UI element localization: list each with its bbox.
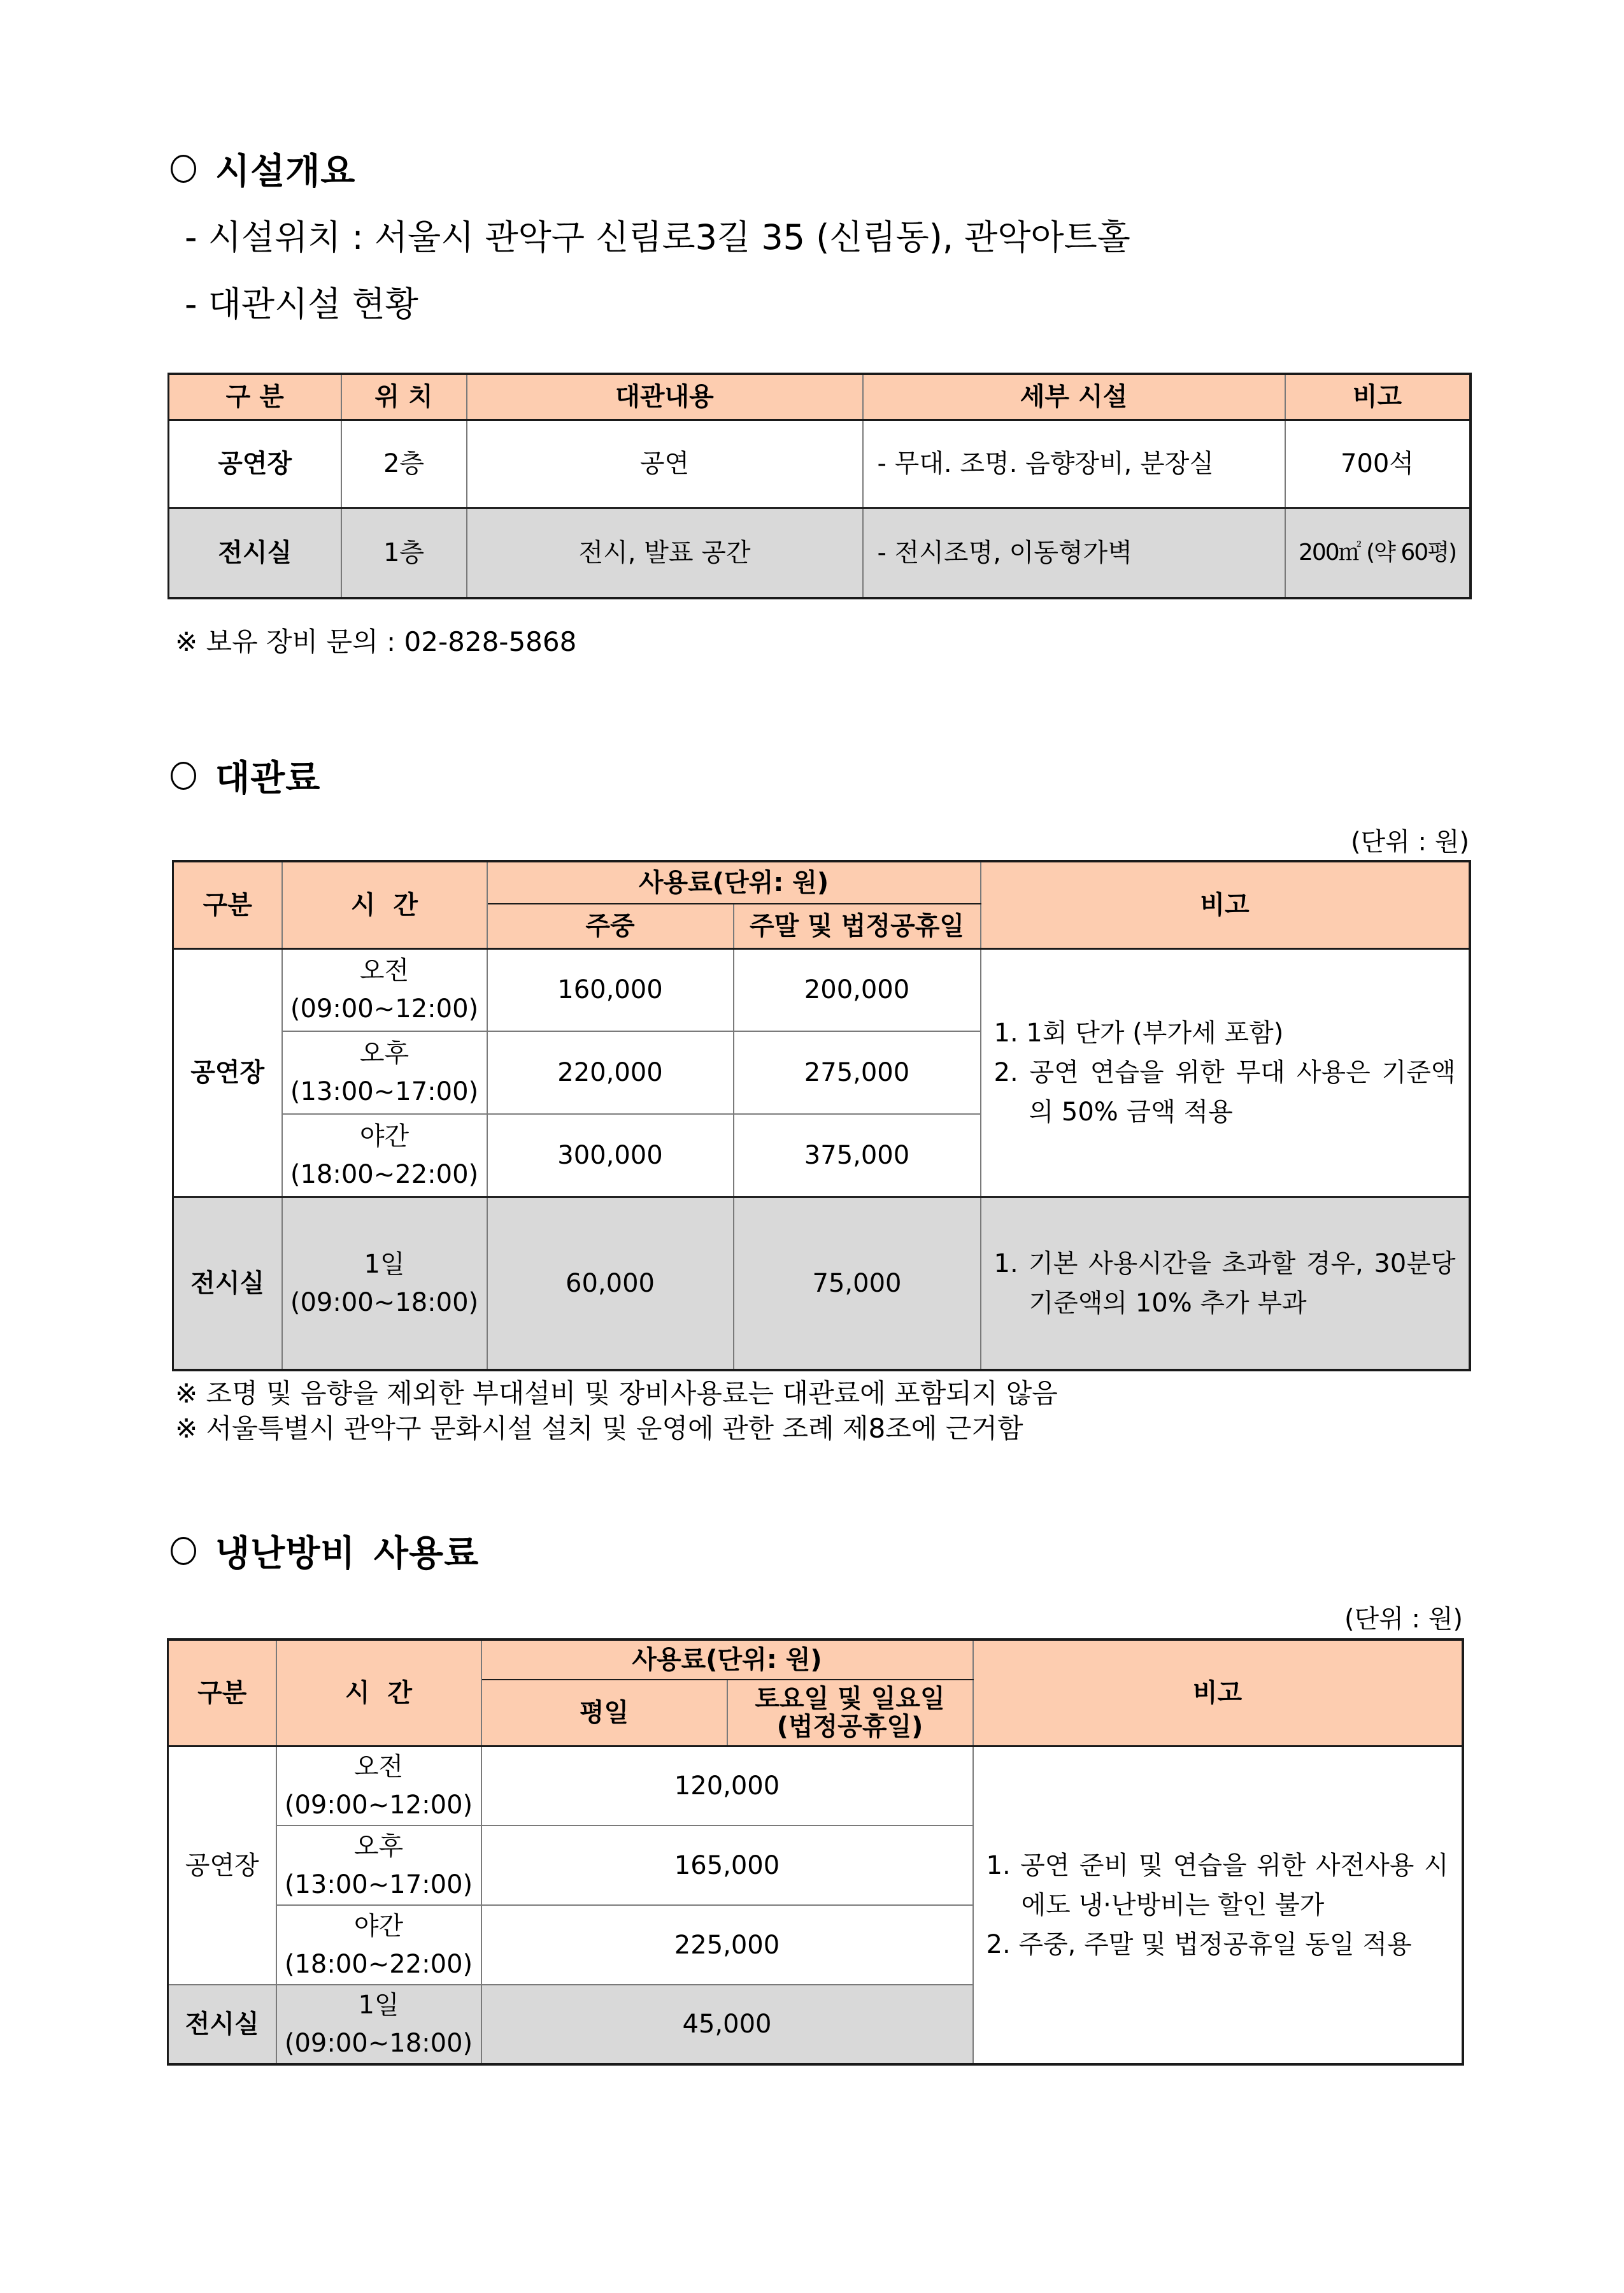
- rental-fee-note-2: ※ 서울특별시 관악구 문화시설 설치 및 운영에 관한 조례 제8조에 근거함: [175, 1413, 1023, 1444]
- unit-label: (단위 : 원): [1344, 1604, 1463, 1634]
- period-label: 야간: [353, 1911, 404, 1941]
- header-category: 구분: [168, 1639, 276, 1746]
- remark-item: 2. 공연 연습을 위한 무대 사용은 기준액의 50% 금액 적용: [994, 1058, 1456, 1127]
- section-title-text: 냉난방비 사용료: [215, 1533, 480, 1575]
- cell-weekend-fee: 375,000: [734, 1114, 981, 1197]
- cell-time: [282, 1114, 487, 1197]
- period-label: 오전: [359, 956, 410, 986]
- unit-label: (단위 : 원): [1350, 827, 1469, 857]
- header-rental-content: 대관내용: [467, 374, 863, 420]
- period-label: 오전: [353, 1752, 404, 1782]
- remark-item: 1. 공연 준비 및 연습을 위한 사전사용 시에도 냉·난방비는 할인 불가: [986, 1850, 1449, 1920]
- table-row: [173, 1197, 1470, 1370]
- cell-weekday-fee: 160,000: [487, 948, 734, 1031]
- header-location: 위 치: [341, 374, 467, 420]
- header-weekend-line2: (법정공휴일): [776, 1711, 923, 1741]
- hours-label: (09:00~12:00): [290, 994, 479, 1024]
- cell-remark: 200㎡ (약 60평): [1285, 508, 1471, 598]
- table-row: [169, 508, 1471, 598]
- header-time: 시 간: [276, 1639, 481, 1746]
- cell-weekend-fee: 275,000: [734, 1031, 981, 1114]
- cell-detail: - 전시조명, 이동형가벽: [863, 508, 1285, 598]
- period-label: 오후: [359, 1039, 410, 1068]
- header-detail-facility: 세부 시설: [863, 374, 1285, 420]
- rental-fee-note-1: ※ 조명 및 음향을 제외한 부대설비 및 장비사용료는 대관료에 포함되지 않음: [175, 1378, 1058, 1409]
- cell-fee: 225,000: [481, 1905, 973, 1985]
- cell-time: [282, 1197, 487, 1370]
- cell-weekday-fee: 220,000: [487, 1031, 734, 1114]
- cell-category: 공연장: [169, 420, 341, 508]
- header-weekend-holiday: [727, 1680, 973, 1746]
- hours-label: (09:00~18:00): [284, 2029, 473, 2058]
- cell-fee: 165,000: [481, 1825, 973, 1905]
- cell-detail: - 무대. 조명. 음향장비, 분장실: [863, 420, 1285, 508]
- table-row: [168, 1746, 1463, 1825]
- section-title-hvac-fee: [171, 1525, 479, 1576]
- header-fee-group: 사용료(단위: 원): [487, 861, 981, 904]
- table-row: [169, 420, 1471, 508]
- hours-label: (09:00~18:00): [290, 1287, 479, 1317]
- section-title-rental-fee: [171, 750, 320, 801]
- facility-location-line: - 시설위치 : 서울시 관악구 신림로3길 35 (신림동), 관악아트홀: [185, 217, 1130, 257]
- period-label: 오후: [353, 1831, 404, 1861]
- circle-bullet-icon: [171, 762, 196, 790]
- cell-remarks: [973, 1746, 1463, 2064]
- cell-time: [276, 1746, 481, 1825]
- cell-category-gallery: 전시실: [173, 1197, 282, 1370]
- rental-fee-table: [172, 860, 1471, 1371]
- period-label: 1일: [358, 1990, 399, 2020]
- cell-content: 전시, 발표 공간: [467, 508, 863, 598]
- remark-item: 1. 기본 사용시간을 초과할 경우, 30분당 기준액의 10% 추가 부과: [994, 1248, 1456, 1318]
- cell-remark: 700석: [1285, 420, 1471, 508]
- header-remark: 비고: [981, 861, 1470, 948]
- cell-time: [276, 1905, 481, 1985]
- table-row: [173, 948, 1470, 1031]
- hours-label: (18:00~22:00): [284, 1949, 473, 1979]
- circle-bullet-icon: [171, 155, 196, 183]
- hours-label: (18:00~22:00): [290, 1159, 479, 1189]
- cell-time: [282, 948, 487, 1031]
- header-weekday: 주중: [487, 904, 734, 948]
- hvac-fee-table: [167, 1638, 1464, 2066]
- hours-label: (09:00~12:00): [284, 1790, 473, 1820]
- header-weekday: 평일: [481, 1680, 727, 1746]
- header-weekend-holiday: 주말 및 법정공휴일: [734, 904, 981, 948]
- cell-category-hall: 공연장: [168, 1746, 276, 1985]
- cell-category-gallery: 전시실: [168, 1985, 276, 2064]
- period-label: 야간: [359, 1121, 410, 1151]
- hours-label: (13:00~17:00): [290, 1077, 479, 1106]
- cell-weekday-fee: 300,000: [487, 1114, 734, 1197]
- header-category: 구분: [173, 861, 282, 948]
- cell-weekend-fee: 200,000: [734, 948, 981, 1031]
- section-title-facility-overview: [171, 143, 355, 194]
- header-weekend-line1: 토요일 및 일요일: [755, 1683, 945, 1713]
- period-label: 1일: [364, 1249, 405, 1279]
- circle-bullet-icon: [171, 1537, 196, 1565]
- cell-location: 1층: [341, 508, 467, 598]
- remark-item: 2. 주중, 주말 및 법정공휴일 동일 적용: [986, 1929, 1412, 1959]
- cell-weekday-fee: 60,000: [487, 1197, 734, 1370]
- header-remark: 비고: [1285, 374, 1471, 420]
- header-fee-group: 사용료(단위: 원): [481, 1639, 973, 1680]
- hours-label: (13:00~17:00): [284, 1869, 473, 1899]
- remark-item: 1. 1회 단가 (부가세 포함): [994, 1018, 1284, 1048]
- header-category: 구 분: [169, 374, 341, 420]
- cell-category-hall: 공연장: [173, 948, 282, 1197]
- header-remark: 비고: [973, 1639, 1463, 1746]
- cell-location: 2층: [341, 420, 467, 508]
- cell-time: [276, 1825, 481, 1905]
- cell-time: [282, 1031, 487, 1114]
- cell-weekend-fee: 75,000: [734, 1197, 981, 1370]
- section-title-text: 시설개요: [215, 151, 356, 192]
- equipment-inquiry-note: ※ 보유 장비 문의 : 02-828-5868: [175, 626, 577, 657]
- cell-time: [276, 1985, 481, 2064]
- facility-table: [167, 373, 1472, 599]
- cell-fee: 120,000: [481, 1746, 973, 1825]
- rental-facility-status-line: - 대관시설 현황: [185, 284, 418, 324]
- cell-content: 공연: [467, 420, 863, 508]
- cell-remarks-hall: [981, 948, 1470, 1197]
- cell-category: 전시실: [169, 508, 341, 598]
- section-title-text: 대관료: [215, 758, 321, 799]
- cell-remarks-gallery: [981, 1197, 1470, 1370]
- cell-fee: 45,000: [481, 1985, 973, 2064]
- header-time: 시 간: [282, 861, 487, 948]
